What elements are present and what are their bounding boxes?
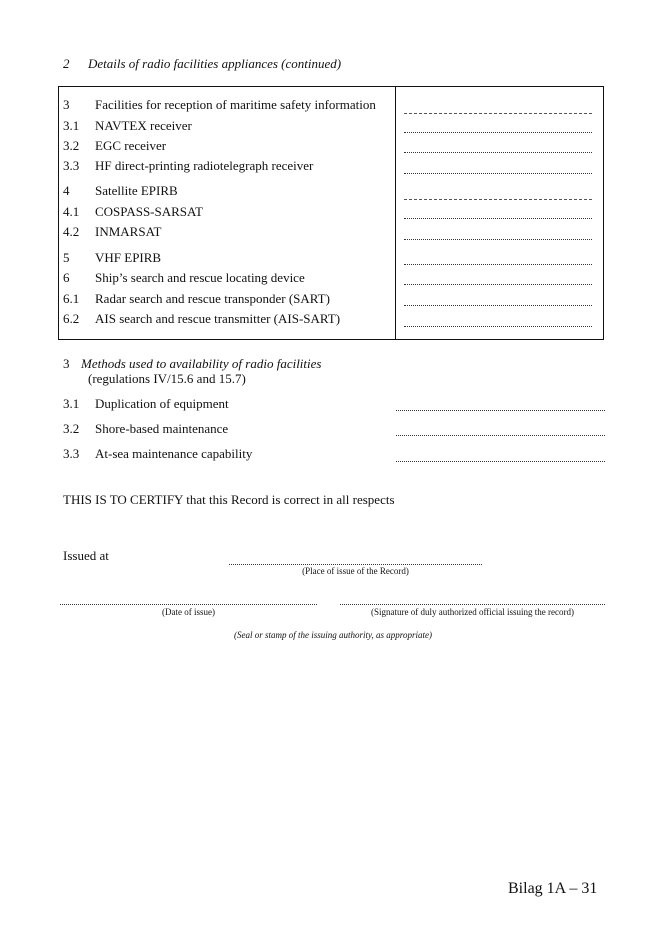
answer-line[interactable]	[404, 264, 592, 265]
answer-line[interactable]	[404, 305, 592, 306]
row-number: 4	[63, 183, 70, 198]
row-number: 4.1	[63, 204, 80, 219]
method-label: Duplication of equipment	[95, 396, 229, 411]
row-number: 6.2	[63, 311, 80, 326]
section-3-title: Methods used to availability of radio facilities	[81, 356, 322, 371]
page-footer: Bilag 1A – 31	[508, 880, 598, 897]
row-number: 3.1	[63, 118, 80, 133]
date-of-issue-caption: (Date of issue)	[162, 607, 215, 617]
section-2-heading	[63, 56, 341, 72]
row-label: EGC receiver	[95, 138, 167, 153]
row-label: NAVTEX receiver	[95, 118, 192, 133]
answer-line[interactable]	[404, 132, 592, 133]
row-label: Satellite EPIRB	[95, 183, 178, 198]
answer-line[interactable]	[404, 326, 592, 327]
section-2-title: Details of radio facilities appliances (continued)	[88, 56, 342, 71]
answer-line[interactable]	[404, 152, 592, 153]
section-3-number: 3	[63, 356, 70, 371]
answer-line[interactable]	[404, 284, 592, 285]
row-number: 3	[63, 97, 70, 112]
method-answer-line[interactable]	[396, 461, 605, 462]
answer-line-header	[404, 113, 592, 114]
row-number: 5	[63, 250, 70, 265]
table-column-divider	[395, 86, 396, 340]
row-number: 6	[63, 270, 70, 285]
row-number: 4.2	[63, 224, 80, 239]
method-label: At-sea maintenance capability	[95, 446, 253, 461]
row-label: VHF EPIRB	[95, 250, 162, 265]
answer-line[interactable]	[404, 239, 592, 240]
method-answer-line[interactable]	[396, 410, 605, 411]
row-label: Facilities for reception of maritime safety information	[95, 97, 376, 112]
seal-caption: (Seal or stamp of the issuing authority, as appropriate)	[234, 630, 432, 640]
method-number: 3.3	[63, 446, 80, 461]
certification-statement: THIS IS TO CERTIFY that this Record is correct in all respects	[63, 492, 395, 507]
row-label: HF direct-printing radiotelegraph receiver	[95, 158, 314, 173]
place-of-issue-caption: (Place of issue of the Record)	[302, 566, 409, 576]
method-answer-line[interactable]	[396, 435, 605, 436]
row-label: COSPASS-SARSAT	[95, 204, 203, 219]
method-number: 3.1	[63, 396, 80, 411]
row-label: Radar search and rescue transponder (SART)	[95, 291, 330, 306]
issued-at-label: Issued at	[63, 548, 109, 563]
place-of-issue-line[interactable]	[229, 564, 482, 565]
row-label: Ship’s search and rescue locating device	[95, 270, 305, 285]
method-number: 3.2	[63, 421, 80, 436]
row-number: 3.3	[63, 158, 80, 173]
method-label: Shore-based maintenance	[95, 421, 229, 436]
row-label: INMARSAT	[95, 224, 162, 239]
signature-caption: (Signature of duly authorized official issuing the record)	[370, 607, 575, 617]
answer-line-header	[404, 199, 592, 200]
section-3-heading	[63, 356, 321, 372]
answer-line[interactable]	[404, 173, 592, 174]
row-label: AIS search and rescue transmitter (AIS-SART)	[95, 311, 341, 326]
section-3-subtitle: (regulations IV/15.6 and 15.7)	[88, 371, 246, 386]
row-number: 6.1	[63, 291, 80, 306]
row-number: 3.2	[63, 138, 80, 153]
section-2-number: 2	[63, 56, 70, 71]
answer-line[interactable]	[404, 218, 592, 219]
date-of-issue-line[interactable]	[60, 604, 317, 605]
signature-line[interactable]	[340, 604, 605, 605]
